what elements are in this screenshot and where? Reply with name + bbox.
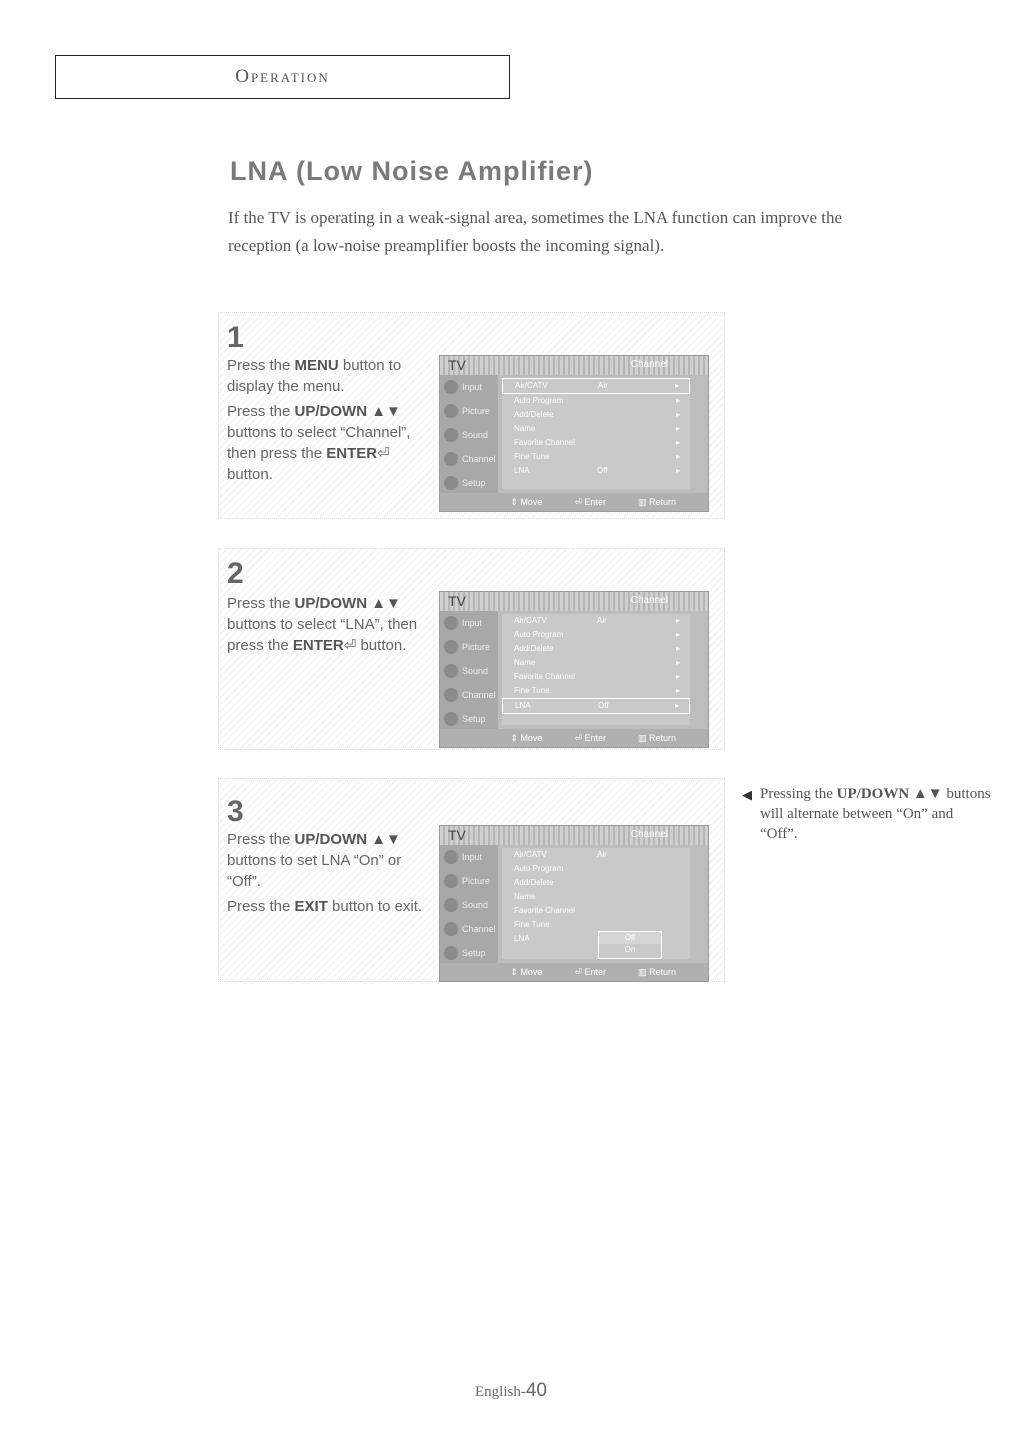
- setup-icon: [444, 712, 458, 726]
- menu-item-add-delete: Add/Delete ▸: [502, 408, 690, 422]
- sidebar-item-sound: Sound: [440, 659, 498, 683]
- enter-hint: ⏎ Enter: [574, 497, 606, 507]
- enter-hint: ⏎ Enter: [574, 967, 606, 977]
- picture-icon: [444, 404, 458, 418]
- sidebar-item-sound: Sound: [440, 893, 498, 917]
- menu-item-fine-tune: Fine Tune ▸: [502, 684, 690, 698]
- move-hint: ⇕ Move: [510, 497, 543, 507]
- arrow-right-icon: ▸: [675, 438, 680, 447]
- sidebar-item-channel: Channel: [440, 447, 498, 471]
- input-icon: [444, 380, 458, 394]
- enter-icon: ⏎: [377, 445, 390, 462]
- input-icon: [444, 616, 458, 630]
- tv-menu-screenshot: [439, 355, 709, 512]
- sidebar-item-setup: Setup: [440, 941, 498, 965]
- menu-sidebar: [440, 611, 498, 729]
- menu-item-lna: LNA Off ▸: [502, 698, 690, 714]
- step-instructions: [227, 593, 432, 660]
- menu-item-auto-program: Auto Program: [514, 864, 564, 873]
- menu-item-air-catv: Air/CATV Air ▸: [502, 614, 690, 628]
- menu-item-lna: LNA Off ▸: [502, 464, 690, 478]
- setup-icon: [444, 946, 458, 960]
- tv-menu-screenshot: [439, 825, 709, 982]
- menu-list: [502, 378, 690, 489]
- section-title: Operation: [235, 66, 330, 87]
- side-note: [742, 784, 992, 844]
- page-number: 40: [525, 1380, 547, 1401]
- menu-item-favorite-channel: Favorite Channel: [514, 906, 575, 915]
- instruction-line: Press the EXIT button to exit.: [227, 898, 423, 915]
- menu-item-add-delete: Add/Delete ▸: [502, 642, 690, 656]
- tv-mode-label: TV: [448, 593, 466, 609]
- page-title: LNA (Low Noise Amplifier): [230, 156, 594, 186]
- step-instructions: [227, 355, 432, 489]
- menu-item-auto-program: Auto Program ▸: [502, 628, 690, 642]
- arrow-right-icon: ▸: [675, 424, 680, 433]
- sidebar-item-sound: Sound: [440, 423, 498, 447]
- arrow-right-icon: ▸: [675, 452, 680, 461]
- menu-item-favorite-channel: Favorite Channel ▸: [502, 670, 690, 684]
- setup-icon: [444, 476, 458, 490]
- footer-language: English-: [475, 1384, 526, 1400]
- sidebar-item-input: Input: [440, 375, 498, 399]
- menu-footer: [440, 729, 708, 747]
- menu-list: [502, 614, 690, 725]
- popup-option-off: Off: [599, 932, 661, 944]
- channel-icon: [444, 688, 458, 702]
- menu-item-fine-tune: Fine Tune ▸: [502, 450, 690, 464]
- arrow-right-icon: ▸: [675, 616, 680, 625]
- side-note-text: Pressing the UP/DOWN ▲▼ buttons will alternate between “On” and “Off”.: [760, 786, 991, 842]
- menu-item-name: Name ▸: [502, 422, 690, 436]
- menu-item-add-delete: Add/Delete: [514, 878, 554, 887]
- intro-paragraph: If the TV is operating in a weak-signal area, sometimes the LNA function can improve the reception (a low-noise preamplifier boosts the incoming signal).: [228, 208, 843, 255]
- sidebar-item-input: Input: [440, 611, 498, 635]
- sound-icon: [444, 898, 458, 912]
- arrow-right-icon: ▸: [675, 686, 680, 695]
- sidebar-item-picture: Picture: [440, 399, 498, 423]
- picture-icon: [444, 640, 458, 654]
- menu-item-name: Name ▸: [502, 656, 690, 670]
- instruction-line: Press the UP/DOWN ▲▼ buttons to set LNA “On” or “Off”.: [227, 831, 402, 890]
- return-hint: ▥ Return: [637, 733, 676, 743]
- arrow-right-icon: ▸: [675, 410, 680, 419]
- sidebar-item-setup: Setup: [440, 707, 498, 731]
- arrow-right-icon: ▸: [674, 381, 679, 390]
- arrow-right-icon: ▸: [675, 396, 680, 405]
- sidebar-item-picture: Picture: [440, 635, 498, 659]
- section-header: [55, 55, 510, 99]
- sound-icon: [444, 428, 458, 442]
- step-number: 3: [227, 795, 244, 828]
- step-1: [218, 312, 725, 519]
- step-number: 2: [227, 557, 244, 590]
- move-hint: ⇕ Move: [510, 733, 543, 743]
- arrow-right-icon: ▸: [675, 644, 680, 653]
- menu-sidebar: [440, 375, 498, 493]
- menu-item-auto-program: Auto Program ▸: [502, 394, 690, 408]
- sidebar-item-picture: Picture: [440, 869, 498, 893]
- move-hint: ⇕ Move: [510, 967, 543, 977]
- arrow-right-icon: ▸: [674, 701, 679, 710]
- instruction-line: Press the UP/DOWN ▲▼ buttons to select “Channel”, then press the ENTER⏎ button.: [227, 403, 411, 483]
- menu-item-name: Name: [514, 892, 536, 901]
- sidebar-item-channel: Channel: [440, 917, 498, 941]
- step-2: [218, 548, 725, 750]
- step-instructions: [227, 829, 432, 921]
- page-footer: [0, 1380, 1022, 1402]
- lna-option-popup: [598, 931, 662, 959]
- sound-icon: [444, 664, 458, 678]
- input-icon: [444, 850, 458, 864]
- instruction-line: Press the MENU button to display the menu.: [227, 357, 402, 395]
- menu-item-air-catv: Air/CATV Air ▸: [502, 378, 690, 394]
- return-hint: ▥ Return: [637, 497, 676, 507]
- menu-item-lna: LNA: [514, 934, 530, 943]
- sidebar-item-setup: Setup: [440, 471, 498, 495]
- triangle-left-icon: ◀: [742, 787, 752, 802]
- menu-title: Channel: [630, 359, 668, 370]
- sidebar-item-channel: Channel: [440, 683, 498, 707]
- menu-sidebar: [440, 845, 498, 963]
- sidebar-item-input: Input: [440, 845, 498, 869]
- arrow-right-icon: ▸: [675, 672, 680, 681]
- arrow-right-icon: ▸: [675, 630, 680, 639]
- menu-title: Channel: [630, 595, 668, 606]
- arrow-right-icon: ▸: [675, 658, 680, 667]
- tv-menu-screenshot: [439, 591, 709, 748]
- enter-hint: ⏎ Enter: [574, 733, 606, 743]
- popup-option-on: On: [624, 945, 636, 954]
- menu-footer: [440, 493, 708, 511]
- step-number: 1: [227, 321, 244, 354]
- tv-mode-label: TV: [448, 357, 466, 373]
- menu-title: Channel: [630, 829, 668, 840]
- return-hint: ▥ Return: [637, 967, 676, 977]
- step-3: [218, 778, 725, 982]
- menu-item-favorite-channel: Favorite Channel ▸: [502, 436, 690, 450]
- menu-item-air-catv: Air/CATV Air: [514, 850, 607, 859]
- channel-icon: [444, 452, 458, 466]
- enter-icon: ⏎: [343, 637, 357, 654]
- tv-mode-label: TV: [448, 827, 466, 843]
- instruction-line: Press the UP/DOWN ▲▼ buttons to select “LNA”, then press the ENTER⏎ button.: [227, 595, 418, 654]
- arrow-right-icon: ▸: [675, 466, 680, 475]
- channel-icon: [444, 922, 458, 936]
- menu-footer: [440, 963, 708, 981]
- menu-item-fine-tune: Fine Tune: [514, 920, 550, 929]
- picture-icon: [444, 874, 458, 888]
